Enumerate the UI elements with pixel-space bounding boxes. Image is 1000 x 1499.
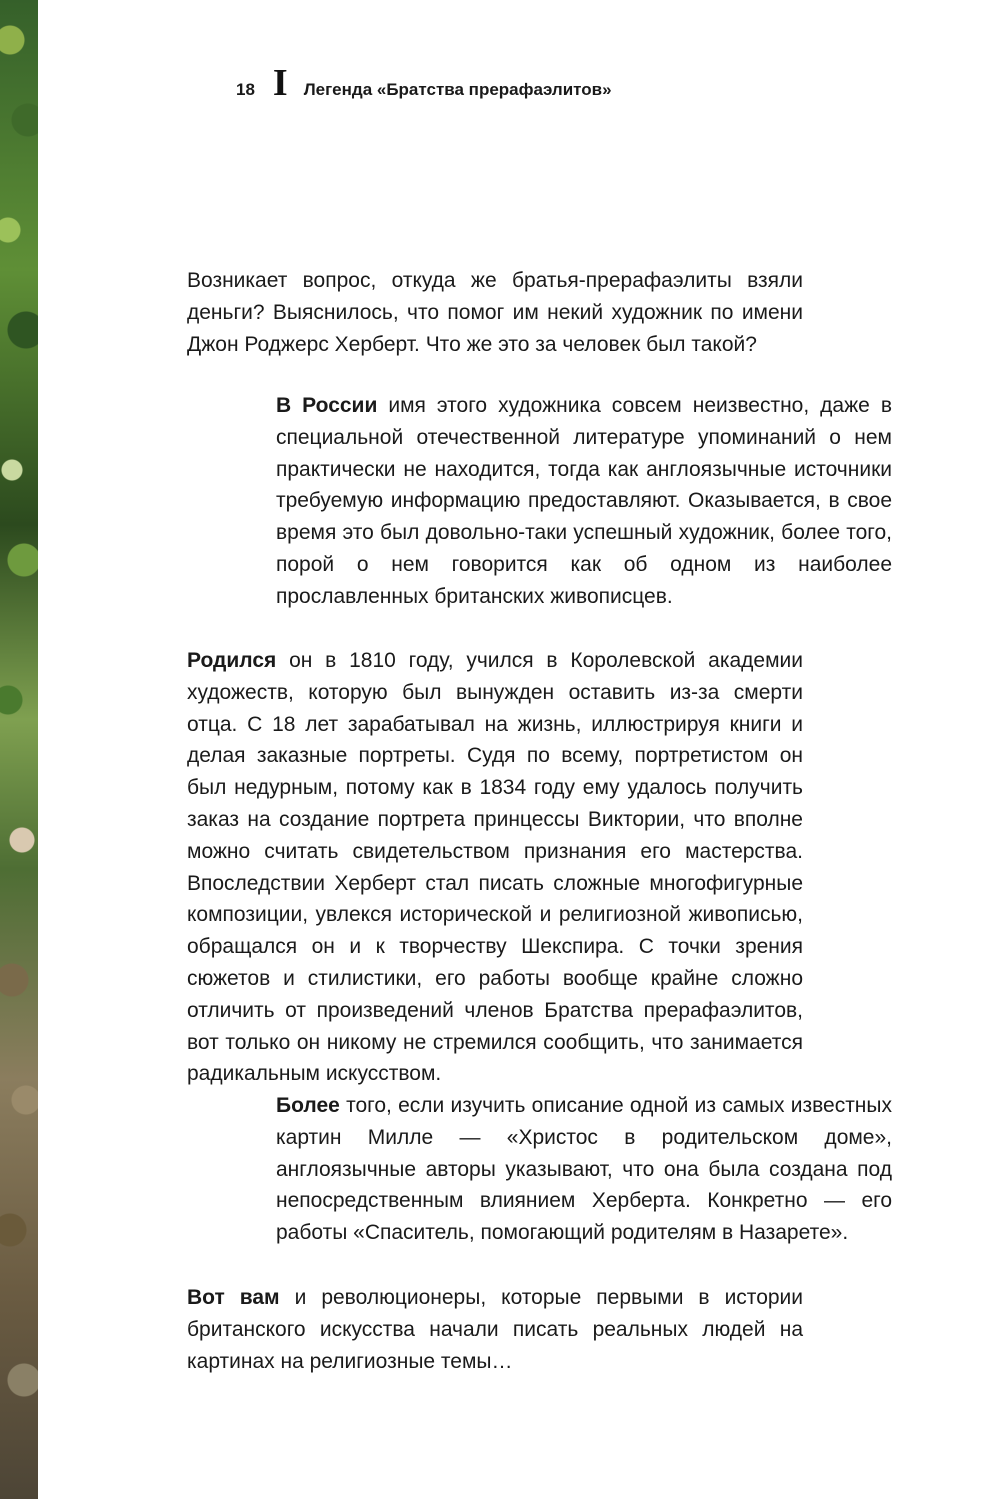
running-head bbox=[236, 64, 612, 104]
paragraph-4 bbox=[276, 1090, 892, 1249]
paragraph-5-text: и революционеры, которые первыми в истории британского искусства начали писать реальных людей на картинах на религиозные темы… bbox=[187, 1286, 804, 1373]
chapter-numeral: I bbox=[272, 62, 288, 104]
page-number: 18 bbox=[236, 80, 255, 99]
paragraph-2 bbox=[276, 390, 892, 613]
paragraph-3-text: он в 1810 году, учился в Королевской академии художеств, которую был вынужден оставить из-за смерти отца. С 18 лет зарабатывал на жизнь, иллюстрируя книги и делая заказные портреты. Судя по всему, портретистом он был недурным, потому как в 1834 году ему удалось получить заказ на создание портрета принцессы Виктории, что вполне можно считать свидетельством признания его мастерства. Впоследствии Херберт стал писать сложные многофигурные композиции, увлекся исторической и религиозной живописью, обращался он и к творчеству Шекспира. С точки зрения сюжетов и стилистики, его работы вообще крайне сложно отличить от произведений членов Братства прерафаэлитов, вот только он никому не стремился сообщить, что занимается радикальным искусством. bbox=[187, 649, 803, 1086]
paragraph-5-lead: Вот вам bbox=[187, 1286, 280, 1309]
paragraph-4-text: того, если изучить описание одной из самых известных картин Милле — «Христос в родительском доме», англоязычные авторы указывают, что она была создана под непосредственным влиянием Херберта. Конкретно — его работы «Спаситель, помогающий родителям в Назарете». bbox=[276, 1094, 892, 1245]
paragraph-2-lead: В России bbox=[276, 394, 378, 417]
paragraph-3-lead: Родился bbox=[187, 649, 277, 672]
paragraph-5 bbox=[187, 1282, 803, 1377]
side-photo-strip bbox=[0, 0, 38, 1499]
paragraph-3 bbox=[187, 645, 803, 1090]
paragraph-1 bbox=[187, 265, 803, 360]
paragraph-2-text: имя этого художника совсем неизвестно, даже в специальной отечественной литературе упоминаний о нем практически не находится, тогда как англоязычные источники требуемую информацию предоставляют. Оказывается, в свое время это был довольно-таки успешный художник, более того, порой о нем говорится как об одном из наиболее прославленных британских живописцев. bbox=[276, 394, 892, 608]
chapter-title: Легенда «Братства прерафаэлитов» bbox=[303, 80, 612, 99]
paragraph-4-lead: Более bbox=[276, 1094, 340, 1117]
paragraph-1-text: Возникает вопрос, откуда же братья-прерафаэлиты взяли деньги? Выяснилось, что помог им некий художник по имени Джон Роджерс Херберт. Что же это за человек был такой? bbox=[187, 269, 803, 356]
